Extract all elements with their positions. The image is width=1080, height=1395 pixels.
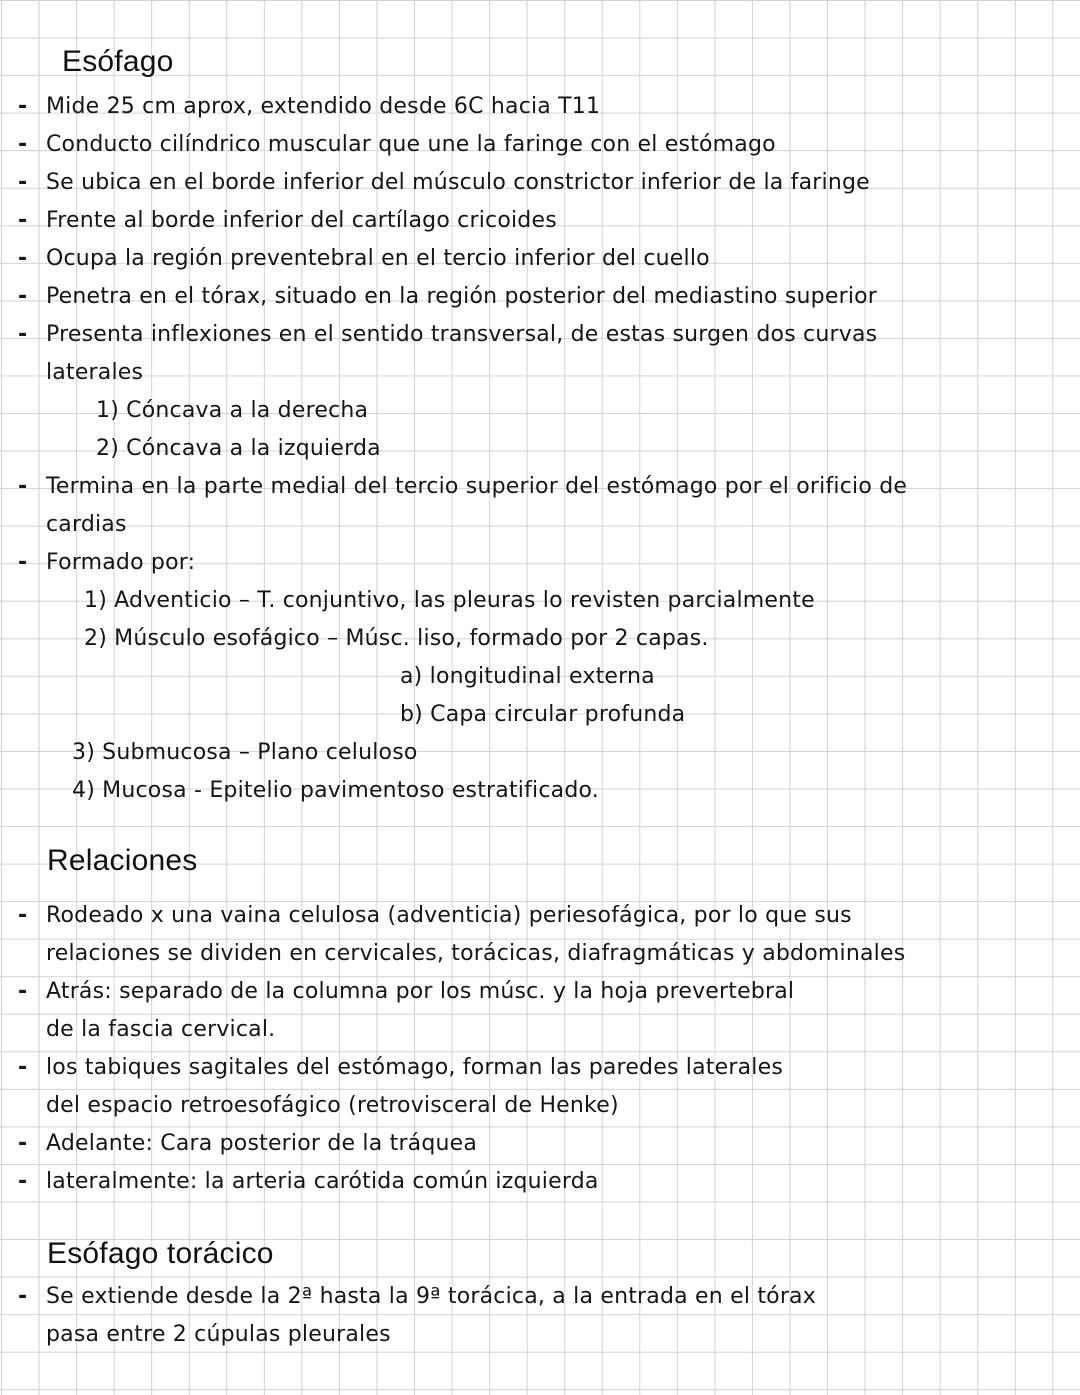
note-line	[0, 430, 1080, 468]
note-line	[0, 620, 1080, 658]
note-line	[0, 240, 1080, 278]
note-text: 4) Mucosa - Epitelio pavimentoso estratificado.	[72, 778, 599, 803]
note-line	[0, 164, 1080, 202]
note-text: Mide 25 cm aprox, extendido desde 6C hacia T11	[46, 94, 601, 119]
note-text: 2) Músculo esofágico – Músc. liso, formado por 2 capas.	[84, 626, 709, 651]
note-text: de la fascia cervical.	[46, 1017, 276, 1042]
bullet-dash: -	[18, 284, 28, 309]
note-text: los tabiques sagitales del estómago, forman las paredes laterales	[46, 1055, 784, 1080]
note-line	[0, 582, 1080, 620]
bullet-dash: -	[18, 1169, 28, 1194]
note-line	[0, 1316, 1080, 1354]
note-line	[0, 1125, 1080, 1163]
note-line	[0, 202, 1080, 240]
note-line	[0, 392, 1080, 430]
note-text: 3) Submucosa – Plano celuloso	[72, 740, 418, 765]
note-line	[0, 468, 1080, 506]
bullet-dash: -	[18, 1055, 28, 1080]
note-line	[0, 734, 1080, 772]
section-heading-esofago-toracico: Esófago torácico	[47, 1237, 274, 1270]
note-line	[0, 126, 1080, 164]
note-line	[0, 506, 1080, 544]
note-text: Presenta inflexiones en el sentido transversal, de estas surgen dos curvas	[46, 322, 878, 347]
bullet-dash: -	[18, 94, 28, 119]
note-line	[0, 316, 1080, 354]
note-text: Frente al borde inferior del cartílago cricoides	[46, 208, 557, 233]
bullet-dash: -	[18, 208, 28, 233]
note-line	[0, 544, 1080, 582]
bullet-dash: -	[18, 1284, 28, 1309]
section-esofago-toracico-lines	[0, 1278, 1080, 1354]
note-line	[0, 88, 1080, 126]
note-text: del espacio retroesofágico (retrovisceral de Henke)	[46, 1093, 619, 1118]
note-line	[0, 1278, 1080, 1316]
note-text: Formado por:	[46, 550, 196, 575]
note-line	[0, 696, 1080, 734]
note-line	[0, 973, 1080, 1011]
note-text: 2) Cóncava a la izquierda	[96, 436, 381, 461]
note-text: lateralmente: la arteria carótida común izquierda	[46, 1169, 599, 1194]
section-heading-esofago: Esófago	[62, 45, 174, 78]
note-text: a) longitudinal externa	[400, 664, 655, 689]
note-text: b) Capa circular profunda	[400, 702, 686, 727]
note-text: Conducto cilíndrico muscular que une la faringe con el estómago	[46, 132, 776, 157]
note-text: Se extiende desde la 2ª hasta la 9ª torácica, a la entrada en el tórax	[46, 1284, 816, 1309]
note-line	[0, 658, 1080, 696]
note-line	[0, 278, 1080, 316]
bullet-dash: -	[18, 246, 28, 271]
section-heading-relaciones: Relaciones	[47, 844, 198, 877]
note-line	[0, 1049, 1080, 1087]
note-text: laterales	[46, 360, 144, 385]
note-text: 1) Cóncava a la derecha	[96, 398, 369, 423]
bullet-dash: -	[18, 903, 28, 928]
section-esofago-lines	[0, 88, 1080, 810]
note-text: Rodeado x una vaina celulosa (adventicia) periesofágica, por lo que sus	[46, 903, 852, 928]
note-text: relaciones se dividen en cervicales, torácicas, diafragmáticas y abdominales	[46, 941, 906, 966]
note-line	[0, 354, 1080, 392]
bullet-dash: -	[18, 550, 28, 575]
bullet-dash: -	[18, 132, 28, 157]
note-line	[0, 935, 1080, 973]
note-text: Termina en la parte medial del tercio superior del estómago por el orificio de	[46, 474, 908, 499]
note-text: Adelante: Cara posterior de la tráquea	[46, 1131, 478, 1156]
note-text: Ocupa la región preventebral en el tercio inferior del cuello	[46, 246, 710, 271]
note-text: cardias	[46, 512, 127, 537]
note-text: 1) Adventicio – T. conjuntivo, las pleuras lo revisten parcialmente	[84, 588, 815, 613]
note-text: pasa entre 2 cúpulas pleurales	[46, 1322, 391, 1347]
note-line	[0, 1087, 1080, 1125]
note-text: Atrás: separado de la columna por los músc. y la hoja prevertebral	[46, 979, 795, 1004]
note-line	[0, 772, 1080, 810]
bullet-dash: -	[18, 322, 28, 347]
bullet-dash: -	[18, 1131, 28, 1156]
note-text: Penetra en el tórax, situado en la región posterior del mediastino superior	[46, 284, 878, 309]
note-line	[0, 1011, 1080, 1049]
bullet-dash: -	[18, 170, 28, 195]
bullet-dash: -	[18, 979, 28, 1004]
section-relaciones-lines	[0, 897, 1080, 1201]
note-line	[0, 897, 1080, 935]
note-line	[0, 1163, 1080, 1201]
note-text: Se ubica en el borde inferior del músculo constrictor inferior de la faringe	[46, 170, 870, 195]
bullet-dash: -	[18, 474, 28, 499]
